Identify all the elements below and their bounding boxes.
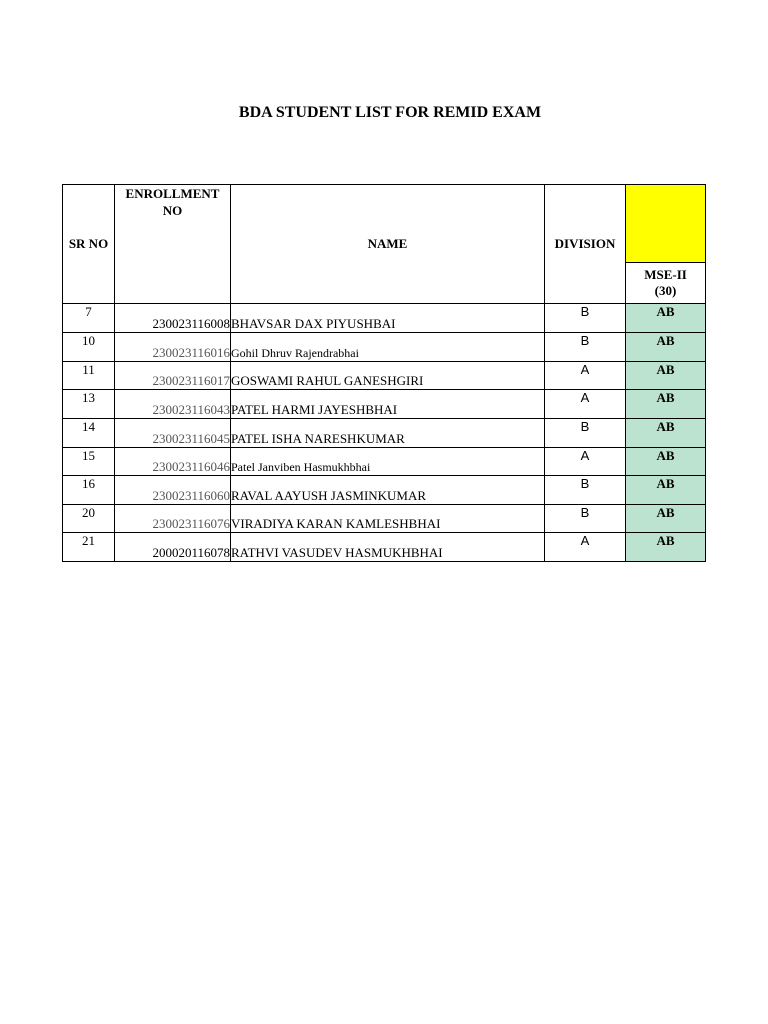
division-cell: A bbox=[545, 533, 626, 562]
division-cell: A bbox=[545, 448, 626, 476]
name-cell: RAVAL AAYUSH JASMINKUMAR bbox=[231, 476, 545, 505]
header-name: NAME bbox=[231, 185, 545, 304]
mark-cell: AB bbox=[626, 419, 706, 448]
division-cell: B bbox=[545, 476, 626, 505]
name-cell: GOSWAMI RAHUL GANESHGIRI bbox=[231, 362, 545, 390]
enrollment-cell: 230023116046 bbox=[115, 448, 231, 476]
enrollment-cell: 230023116043 bbox=[115, 390, 231, 419]
table-row bbox=[63, 448, 706, 476]
header-exam-label: MSE-II (30) bbox=[644, 267, 687, 298]
enrollment-cell: 230023116008 bbox=[115, 304, 231, 333]
mark-cell: AB bbox=[626, 476, 706, 505]
table-row bbox=[63, 505, 706, 533]
page-title: BDA STUDENT LIST FOR REMID EXAM bbox=[238, 104, 542, 121]
table-row bbox=[63, 390, 706, 419]
enrollment-cell: 230023116016 bbox=[115, 333, 231, 362]
name-cell: Patel Janviben Hasmukhbhai bbox=[231, 448, 545, 476]
table-row bbox=[63, 304, 706, 333]
name-cell: PATEL HARMI JAYESHBHAI bbox=[231, 390, 545, 419]
header-sr-no: SR NO bbox=[63, 185, 115, 304]
sr-no-cell: 20 bbox=[63, 505, 115, 533]
name-cell: BHAVSAR DAX PIYUSHBAI bbox=[231, 304, 545, 333]
division-cell: B bbox=[545, 304, 626, 333]
sr-no-cell: 13 bbox=[63, 390, 115, 419]
header-highlight-cell bbox=[626, 185, 706, 263]
enrollment-cell: 230023116045 bbox=[115, 419, 231, 448]
division-cell: A bbox=[545, 362, 626, 390]
sr-no-cell: 14 bbox=[63, 419, 115, 448]
name-cell: RATHVI VASUDEV HASMUKHBHAI bbox=[231, 533, 545, 562]
mark-cell: AB bbox=[626, 304, 706, 333]
enrollment-cell: 230023116060 bbox=[115, 476, 231, 505]
sr-no-cell: 15 bbox=[63, 448, 115, 476]
mark-cell: AB bbox=[626, 533, 706, 562]
sr-no-cell: 11 bbox=[63, 362, 115, 390]
mark-cell: AB bbox=[626, 390, 706, 419]
sr-no-cell: 10 bbox=[63, 333, 115, 362]
sr-no-cell: 16 bbox=[63, 476, 115, 505]
division-cell: A bbox=[545, 390, 626, 419]
name-cell: PATEL ISHA NARESHKUMAR bbox=[231, 419, 545, 448]
division-cell: B bbox=[545, 505, 626, 533]
sr-no-cell: 7 bbox=[63, 304, 115, 333]
name-cell: Gohil Dhruv Rajendrabhai bbox=[231, 333, 545, 362]
table-row bbox=[63, 476, 706, 505]
student-table bbox=[62, 184, 706, 562]
mark-cell: AB bbox=[626, 448, 706, 476]
enrollment-cell: 230023116076 bbox=[115, 505, 231, 533]
enrollment-cell: 200020116078 bbox=[115, 533, 231, 562]
table-row bbox=[63, 533, 706, 562]
header-exam bbox=[626, 263, 706, 304]
enrollment-cell: 230023116017 bbox=[115, 362, 231, 390]
header-division: DIVISION bbox=[545, 185, 626, 304]
mark-cell: AB bbox=[626, 333, 706, 362]
division-cell: B bbox=[545, 419, 626, 448]
mark-cell: AB bbox=[626, 362, 706, 390]
name-cell: VIRADIYA KARAN KAMLESHBHAI bbox=[231, 505, 545, 533]
division-cell: B bbox=[545, 333, 626, 362]
mark-cell: AB bbox=[626, 505, 706, 533]
table-body bbox=[63, 304, 706, 562]
sr-no-cell: 21 bbox=[63, 533, 115, 562]
header-enrollment-no: ENROLLMENT NO bbox=[115, 185, 231, 304]
table-row bbox=[63, 362, 706, 390]
table-row bbox=[63, 333, 706, 362]
table-row bbox=[63, 419, 706, 448]
